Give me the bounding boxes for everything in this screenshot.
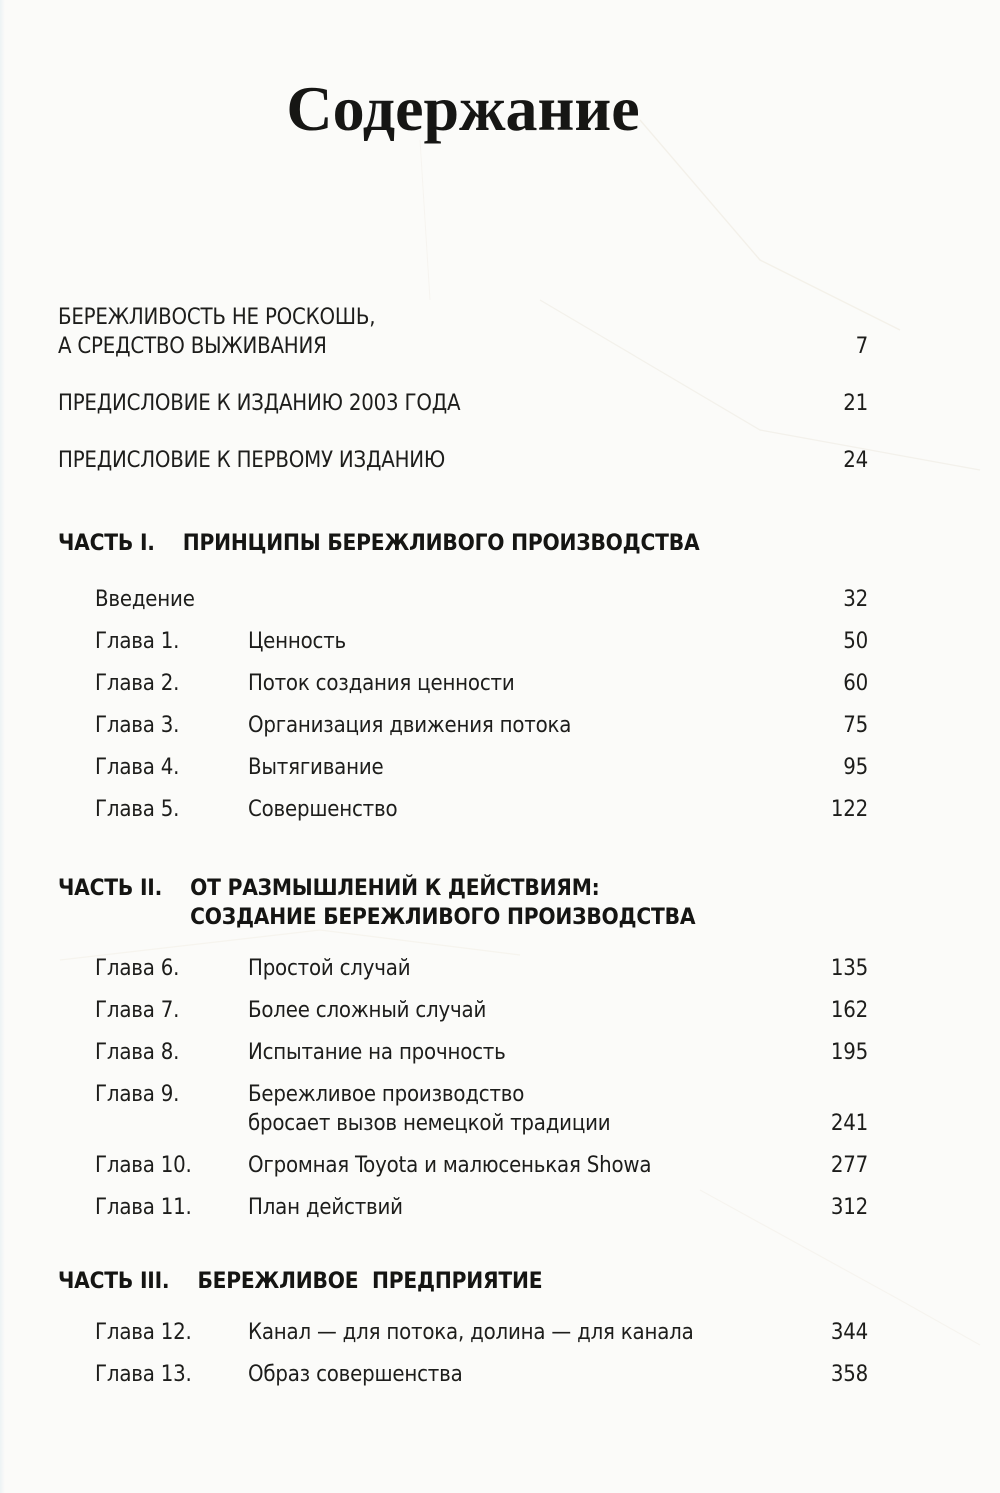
part-title-line: ОТ РАЗМЫШЛЕНИЙ К ДЕЙСТВИЯМ:: [190, 875, 600, 901]
toc-entry: [58, 303, 868, 361]
part-label: ЧАСТЬ III.: [58, 1268, 170, 1294]
part-heading: [58, 1267, 868, 1296]
toc-entry: [58, 1360, 868, 1389]
toc-entry: [58, 1318, 868, 1347]
page-number: 312: [830, 1195, 868, 1220]
chapter-title: Бережливое производство: [248, 1082, 525, 1107]
entry-title: Введение: [95, 587, 195, 612]
toc-entry: [58, 1151, 868, 1180]
chapter-title: Более сложный случай: [248, 998, 487, 1023]
chapter-label: Глава 5.: [95, 797, 180, 822]
toc-entry: [58, 954, 868, 983]
page-number: 95: [843, 755, 868, 780]
toc-entry-line: [58, 389, 868, 418]
page-number: 75: [843, 713, 868, 738]
chapter-title: Огромная Toyota и малюсенькая Showa: [248, 1153, 652, 1178]
entry-title: ПРЕДИСЛОВИЕ К ПЕРВОМУ ИЗДАНИЮ: [58, 448, 446, 473]
toc-entry-continuation: [58, 1109, 868, 1138]
page-number: 241: [830, 1111, 868, 1136]
part-entries: [58, 585, 868, 824]
toc-entry: [58, 389, 868, 418]
page-title: Содержание: [286, 73, 640, 144]
page-number: 162: [830, 998, 868, 1023]
part-title-line: СОЗДАНИЕ БЕРЕЖЛИВОГО ПРОИЗВОДСТВА: [190, 904, 696, 930]
part-section-3: [58, 1267, 868, 1389]
toc-entry: [58, 996, 868, 1025]
chapter-title: Ценность: [248, 629, 347, 654]
part-section-2: [58, 874, 868, 1222]
chapter-title: Испытание на прочность: [248, 1040, 506, 1065]
part-title: [183, 529, 700, 558]
page-number: 277: [830, 1153, 868, 1178]
chapter-label: Глава 3.: [95, 713, 180, 738]
toc-entry-line: [58, 332, 868, 361]
toc-entry: [58, 1080, 868, 1109]
page-number: 7: [855, 334, 868, 359]
toc-entry: [58, 711, 868, 740]
page-number: 135: [830, 956, 868, 981]
entry-title: ПРЕДИСЛОВИЕ К ИЗДАНИЮ 2003 ГОДА: [58, 391, 461, 416]
scan-edge-tint: [0, 0, 5, 1493]
chapter-title: Поток создания ценности: [248, 671, 515, 696]
page-number: 50: [843, 629, 868, 654]
page-number: 358: [830, 1362, 868, 1387]
chapter-label: Глава 8.: [95, 1040, 180, 1065]
entry-title: БЕРЕЖЛИВОСТЬ НЕ РОСКОШЬ,: [58, 305, 376, 330]
part-label: ЧАСТЬ II.: [58, 875, 163, 901]
part-heading: [58, 874, 868, 932]
chapter-label: Глава 6.: [95, 956, 180, 981]
toc-entry: [58, 1193, 868, 1222]
toc-entry: [58, 446, 868, 475]
page-number: 21: [843, 391, 868, 416]
chapter-label: Глава 7.: [95, 998, 180, 1023]
part-label: ЧАСТЬ I.: [58, 530, 155, 556]
toc-entry-line: [58, 446, 868, 475]
chapter-title: Простой случай: [248, 956, 411, 981]
page-number: 60: [843, 671, 868, 696]
page-number: 122: [830, 797, 868, 822]
page-number: 24: [843, 448, 868, 473]
chapter-title: План действий: [248, 1195, 403, 1220]
entry-title: А СРЕДСТВО ВЫЖИВАНИЯ: [58, 334, 327, 359]
part-entries: [58, 1318, 868, 1389]
toc-entry: [58, 669, 868, 698]
page-number: 195: [830, 1040, 868, 1065]
toc-entry: [58, 627, 868, 656]
page-number: 344: [830, 1320, 868, 1345]
chapter-label: Глава 13.: [95, 1362, 192, 1387]
chapter-title: Образ совершенства: [248, 1362, 463, 1387]
chapter-label: Глава 11.: [95, 1195, 192, 1220]
chapter-label: Глава 4.: [95, 755, 180, 780]
chapter-label: Глава 1.: [95, 629, 180, 654]
chapter-label: Глава 2.: [95, 671, 180, 696]
part-title: [197, 1267, 542, 1296]
part-title: [190, 874, 695, 932]
chapter-label: Глава 10.: [95, 1153, 192, 1178]
page-number: 32: [843, 587, 868, 612]
toc-entry: [58, 1038, 868, 1067]
chapter-title: Организация движения потока: [248, 713, 572, 738]
chapter-title: Канал — для потока, долина — для канала: [248, 1320, 694, 1345]
toc-entry: [58, 585, 868, 614]
chapter-title: бросает вызов немецкой традиции: [248, 1111, 611, 1136]
toc-entry: [58, 795, 868, 824]
chapter-label: Глава 12.: [95, 1320, 192, 1345]
part-section-1: [58, 529, 868, 824]
chapter-label: Глава 9.: [95, 1082, 180, 1107]
chapter-title: Совершенство: [248, 797, 398, 822]
part-title-line: ПРИНЦИПЫ БЕРЕЖЛИВОГО ПРОИЗВОДСТВА: [182, 530, 700, 556]
front-matter-section: [58, 303, 868, 475]
part-title-line: БЕРЕЖЛИВОЕ ПРЕДПРИЯТИЕ: [197, 1268, 543, 1294]
part-entries: [58, 954, 868, 1222]
chapter-title: Вытягивание: [248, 755, 384, 780]
toc-entry-line: [58, 303, 868, 332]
toc-entry: [58, 753, 868, 782]
toc-content: [58, 74, 868, 1389]
part-heading: [58, 529, 868, 558]
